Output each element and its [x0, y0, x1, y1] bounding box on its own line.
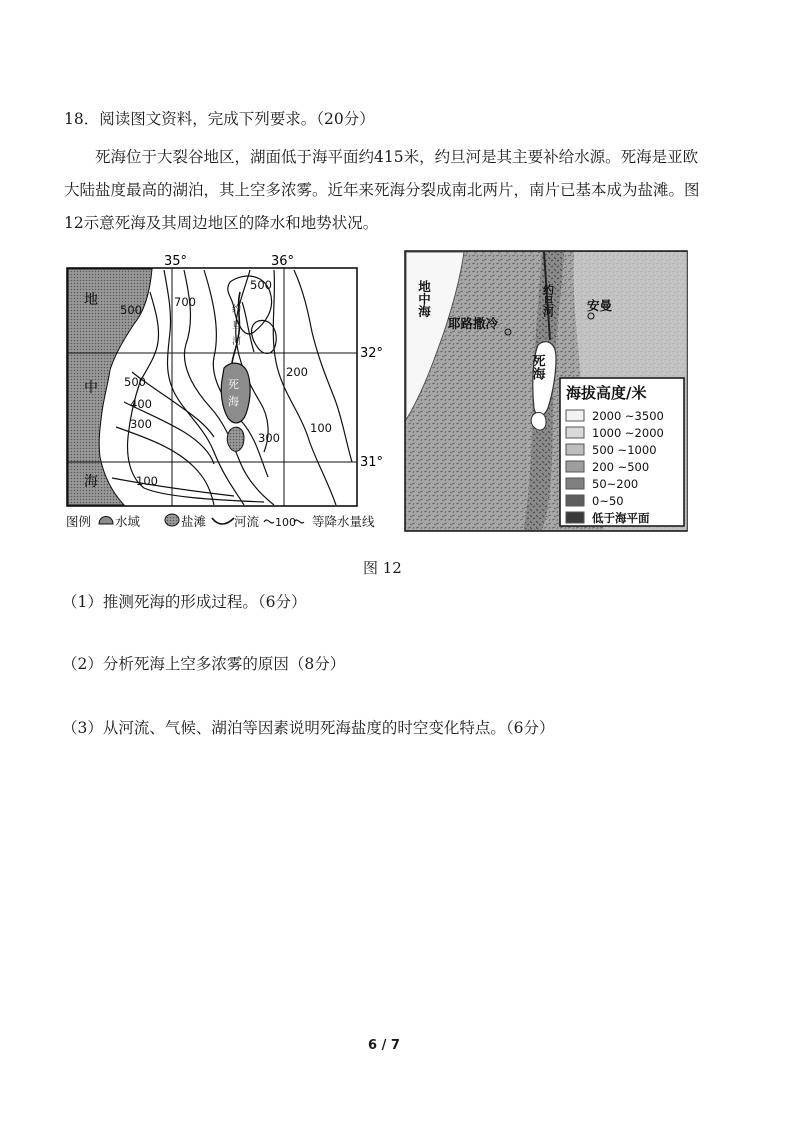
lake-label: 死海	[529, 354, 545, 380]
elevation-legend	[560, 378, 684, 526]
contour-label: 200	[286, 365, 308, 379]
sub-question-2: （2）分析死海上空多浓雾的原因（8分）	[62, 655, 346, 673]
legend-item-label: 1000 ~2000	[592, 426, 664, 440]
contour-label: 500	[124, 375, 146, 389]
river-char: 约	[232, 305, 242, 315]
legend-item-label: 2000 ~3500	[592, 409, 664, 423]
city-amman: 安曼	[587, 298, 613, 313]
legend-isoline-label: 等降水量线	[312, 514, 375, 529]
precipitation-map	[64, 252, 384, 537]
dead-sea-water	[221, 363, 250, 423]
legend-isoline-symbol	[264, 520, 274, 523]
sea-char-1: 地	[84, 292, 98, 308]
contour-label: 400	[130, 397, 152, 411]
legend-title: 海拔高度/米	[566, 384, 647, 402]
sea-char-3: 海	[84, 474, 98, 490]
legend-water-symbol	[99, 517, 113, 525]
legend-swatch	[566, 461, 584, 472]
sub-question-3: （3）从河流、气候、湖泊等因素说明死海盐度的时空变化特点。（6分）	[62, 719, 555, 737]
river-char: 河	[232, 337, 242, 347]
question-title: 18．阅读图文资料，完成下列要求。（20分）	[64, 110, 375, 128]
sub-question-1: （1）推测死海的形成过程。（6分）	[62, 593, 307, 611]
legend-item-label: 0~50	[592, 494, 624, 508]
legend-water-label: 水域	[115, 514, 141, 529]
lake-char: 死	[228, 378, 239, 391]
page-number: 6 / 7	[368, 1038, 400, 1053]
legend-salt-symbol	[165, 514, 179, 526]
contour-label: 700	[174, 295, 196, 309]
legend-item-label: 50~200	[592, 477, 639, 491]
figure-caption: 图 12	[363, 559, 402, 577]
lon-36-label: 36°	[271, 254, 295, 269]
sea-char-2: 中	[84, 380, 98, 396]
contour-label: 500	[120, 303, 142, 317]
legend-swatch	[566, 444, 584, 455]
legend-swatch	[566, 495, 584, 506]
lake-char: 海	[228, 395, 239, 408]
legend-isoline-value: 100	[275, 516, 296, 529]
lat-32-label: 32°	[360, 346, 384, 361]
legend-swatch	[566, 427, 584, 438]
contour-label: 100	[310, 421, 332, 435]
legend-item-label: 低于海平面	[592, 511, 650, 525]
legend-swatch	[566, 410, 584, 421]
legend-swatch	[566, 512, 584, 523]
river-char: 旦	[232, 321, 242, 331]
contour-label: 500	[250, 278, 272, 292]
legend-swatch	[566, 478, 584, 489]
contour-label: 300	[258, 431, 280, 445]
dead-sea-salt-flat	[227, 427, 244, 451]
legend-river-label: 河流	[234, 514, 260, 529]
contour-label: 100	[136, 474, 158, 488]
sea-label: 地中海	[416, 280, 432, 318]
legend-item-label: 200 ~500	[592, 460, 650, 474]
legend-prefix: 图例	[66, 514, 92, 529]
legend-item-label: 500 ~1000	[592, 443, 657, 457]
question-paragraph: 死海位于大裂谷地区，湖面低于海平面约415米，约旦河是其主要补给水源。死海是亚欧大陆盐度最高的湖泊，其上空多浓雾。近年来死海分裂成南北两片，南片已基本成为盐滩。图12示意死海及其周边地区的降水和地势状况。	[64, 148, 700, 232]
lon-35-label: 35°	[164, 254, 188, 269]
river-label: 约旦河	[541, 284, 555, 317]
elevation-map	[404, 250, 688, 532]
legend-river-symbol	[212, 518, 234, 524]
contour-label: 300	[130, 417, 152, 431]
legend-salt-label: 盐滩	[181, 514, 207, 529]
lat-31-label: 31°	[360, 455, 384, 470]
city-jerusalem: 耶路撒冷	[448, 316, 499, 331]
